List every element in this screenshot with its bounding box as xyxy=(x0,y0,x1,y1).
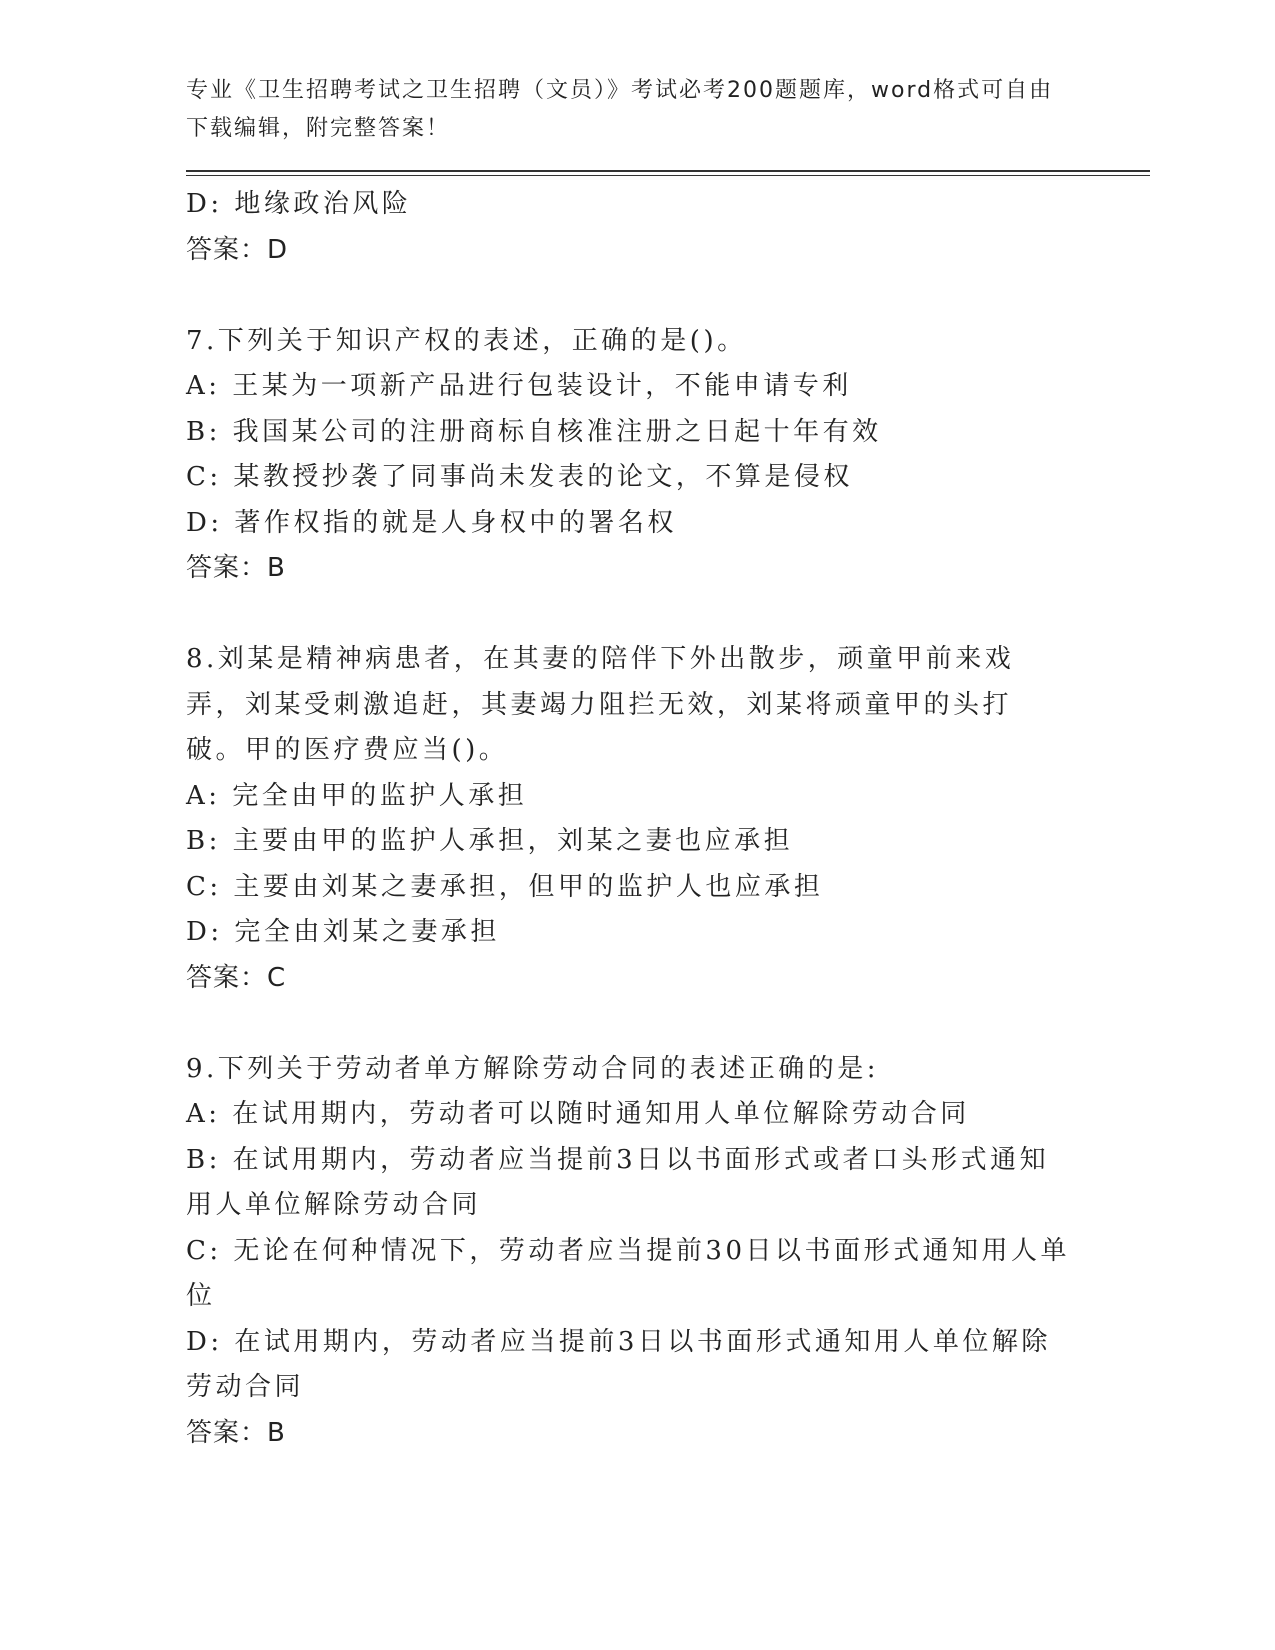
option-d: D: 在试用期内，劳动者应当提前3日以书面形式通知用人单位解除劳动合同 xyxy=(186,1326,1051,1402)
question-text: 7.下列关于知识产权的表述，正确的是()。 xyxy=(186,325,747,356)
option-b: B: 主要由甲的监护人承担，刘某之妻也应承担 xyxy=(186,826,794,856)
option-d: D: 地缘政治风险 xyxy=(186,189,412,219)
option-c: C: 无论在何种情况下，劳动者应当提前30日以书面形式通知用人单位 xyxy=(186,1235,1071,1311)
spacer xyxy=(186,273,1150,319)
answer: 答案：C xyxy=(186,962,287,993)
option-d: D: 著作权指的就是人身权中的署名权 xyxy=(186,507,677,538)
answer: 答案：B xyxy=(186,1417,286,1448)
document-header: 专业《卫生招聘考试之卫生招聘（文员）》考试必考200题题库，word格式可自由下载编辑，附完整答案！ xyxy=(186,78,1054,141)
answer: 答案：B xyxy=(186,553,286,583)
option-a: A: 王某为一项新产品进行包装设计，不能申请专利 xyxy=(186,371,852,401)
option-c: C: 主要由刘某之妻承担，但甲的监护人也应承担 xyxy=(186,871,824,902)
option-d: D: 完全由刘某之妻承担 xyxy=(186,917,500,947)
option-c: C: 某教授抄袭了同事尚未发表的论文，不算是侵权 xyxy=(186,462,853,492)
document-page xyxy=(186,72,1150,1456)
option-b: B: 在试用期内，劳动者应当提前3日以书面形式或者口头形式通知用人单位解除劳动合同 xyxy=(186,1144,1050,1220)
header-divider xyxy=(186,170,1150,176)
question-block xyxy=(186,319,1150,592)
spacer xyxy=(186,1001,1150,1047)
option-a: A: 在试用期内，劳动者可以随时通知用人单位解除劳动合同 xyxy=(186,1099,970,1129)
spacer xyxy=(186,592,1150,638)
question-block xyxy=(186,637,1150,1001)
option-a: A: 完全由甲的监护人承担 xyxy=(186,780,528,811)
question-text: 8.刘某是精神病患者，在其妻的陪伴下外出散步，顽童甲前来戏弄，刘某受刺激追赶，其妻竭力阻拦无效，刘某将顽童甲的头打破。甲的医疗费应当()。 xyxy=(186,644,1015,765)
question-list xyxy=(186,182,1150,1456)
option-b: B: 我国某公司的注册商标自核准注册之日起十年有效 xyxy=(186,416,882,447)
question-block xyxy=(186,1047,1150,1457)
question-text: 9.下列关于劳动者单方解除劳动合同的表述正确的是: xyxy=(186,1053,880,1084)
answer: 答案：D xyxy=(186,234,289,265)
